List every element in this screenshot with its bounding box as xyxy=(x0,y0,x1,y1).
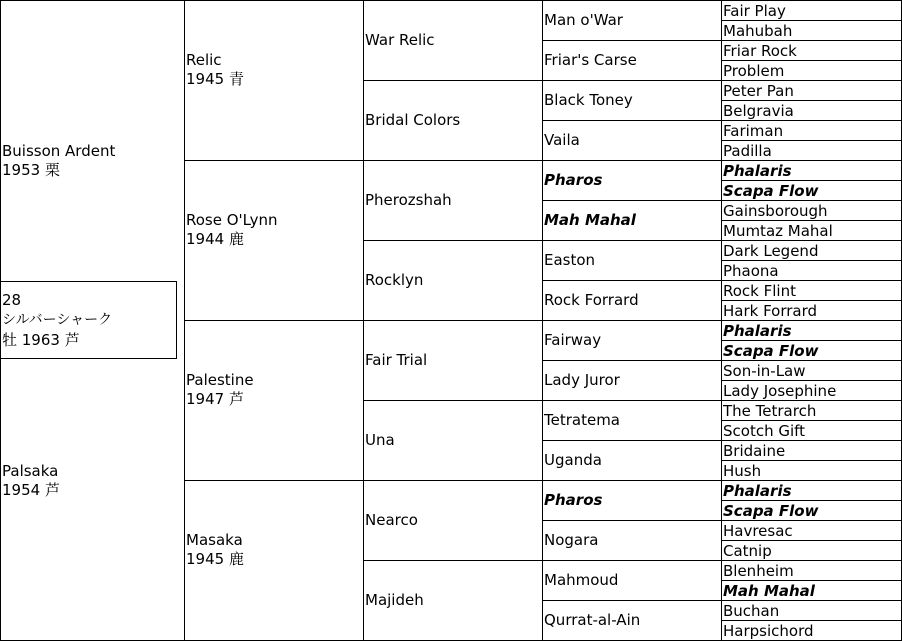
gen2-detail: 1947 芦 xyxy=(186,390,244,408)
gen5-name: Mumtaz Mahal xyxy=(723,222,833,240)
row-divider xyxy=(364,320,543,321)
row-divider xyxy=(364,160,543,161)
row-divider xyxy=(543,600,722,601)
row-divider xyxy=(185,320,364,321)
row-divider xyxy=(364,240,543,241)
row-divider xyxy=(543,280,722,281)
row-divider xyxy=(543,240,722,241)
gen2-detail: 1945 青 xyxy=(186,70,244,88)
gen3-name: Bridal Colors xyxy=(365,111,461,129)
gen3-name: War Relic xyxy=(365,31,435,49)
gen5-name: Bridaine xyxy=(723,442,786,460)
gen3-name: Fair Trial xyxy=(365,351,428,369)
gen5-name: Scapa Flow xyxy=(723,502,819,520)
gen3-name: Pherozshah xyxy=(365,191,452,209)
gen5-name: Phalaris xyxy=(723,482,792,500)
sire-name: Buisson Ardent xyxy=(2,142,116,160)
gen4-name: Easton xyxy=(544,251,596,269)
gen3-name: Nearco xyxy=(365,511,418,529)
gen2-detail: 1944 鹿 xyxy=(186,230,244,248)
dam-name: Palsaka xyxy=(2,462,59,480)
gen5-name: Phalaris xyxy=(723,322,792,340)
gen5-name: Lady Josephine xyxy=(723,382,837,400)
gen5-name: Mahubah xyxy=(723,22,793,40)
gen5-name: Scapa Flow xyxy=(723,182,819,200)
gen5-name: Belgravia xyxy=(723,102,794,120)
gen4-name: Mahmoud xyxy=(544,571,619,589)
gen5-name: Rock Flint xyxy=(723,282,796,300)
gen4-name: Nogara xyxy=(544,531,599,549)
gen2-detail: 1945 鹿 xyxy=(186,550,244,568)
gen2-name: Relic xyxy=(186,51,222,69)
gen4-name: Mah Mahal xyxy=(544,211,636,229)
gen5-name: Son-in-Law xyxy=(723,362,806,380)
gen5-name: Fariman xyxy=(723,122,784,140)
gen5-name: Buchan xyxy=(723,602,780,620)
gen4-name: Pharos xyxy=(544,491,603,509)
gen5-name: Phaona xyxy=(723,262,779,280)
gen3-name: Rocklyn xyxy=(365,271,424,289)
gen5-name: Dark Legend xyxy=(723,242,819,260)
gen3-name: Una xyxy=(365,431,395,449)
gen4-name: Uganda xyxy=(544,451,602,469)
gen5-name: Scapa Flow xyxy=(723,342,819,360)
row-divider xyxy=(543,480,722,481)
gen5-name: Phalaris xyxy=(723,162,792,180)
row-divider xyxy=(543,320,722,321)
gen5-name: Padilla xyxy=(723,142,772,160)
subject-detail: 牡 1963 芦 xyxy=(2,331,80,349)
gen5-name: Scotch Gift xyxy=(723,422,806,440)
gen5-name: Havresac xyxy=(723,522,793,540)
gen4-name: Fairway xyxy=(544,331,602,349)
row-divider xyxy=(364,400,543,401)
sire-detail: 1953 栗 xyxy=(2,161,60,179)
row-divider xyxy=(543,40,722,41)
gen5-name: Blenheim xyxy=(723,562,794,580)
row-divider xyxy=(543,120,722,121)
gen4-name: Qurrat-al-Ain xyxy=(544,611,641,629)
gen4-name: Man o'War xyxy=(544,11,623,29)
row-divider xyxy=(185,160,364,161)
gen2-name: Rose O'Lynn xyxy=(186,211,278,229)
row-divider xyxy=(543,520,722,521)
row-divider xyxy=(364,80,543,81)
gen5-name: Gainsborough xyxy=(723,202,828,220)
gen5-name: Hark Forrard xyxy=(723,302,818,320)
gen5-name: Problem xyxy=(723,62,785,80)
row-divider xyxy=(364,560,543,561)
row-divider xyxy=(543,360,722,361)
gen4-name: Rock Forrard xyxy=(544,291,639,309)
row-divider xyxy=(543,400,722,401)
gen3-name: Majideh xyxy=(365,591,424,609)
row-divider xyxy=(543,80,722,81)
gen5-name: Catnip xyxy=(723,542,772,560)
row-divider xyxy=(543,560,722,561)
gen2-name: Palestine xyxy=(186,371,254,389)
border-left-upper xyxy=(0,0,1,281)
gen5-name: Friar Rock xyxy=(723,42,797,60)
border-left-lower xyxy=(0,359,1,641)
row-divider xyxy=(543,200,722,201)
subject-number: 28 xyxy=(2,291,22,309)
gen5-name: Peter Pan xyxy=(723,82,794,100)
row-divider xyxy=(364,480,543,481)
gen2-name: Masaka xyxy=(186,531,243,549)
subject-name: シルバーシャーク xyxy=(2,312,113,328)
gen5-name: Fair Play xyxy=(723,2,786,20)
gen5-name: The Tetrarch xyxy=(723,402,817,420)
dam-detail: 1954 芦 xyxy=(2,481,60,499)
gen5-name: Hush xyxy=(723,462,762,480)
gen4-name: Friar's Carse xyxy=(544,51,637,69)
gen4-name: Lady Juror xyxy=(544,371,620,389)
gen4-name: Vaila xyxy=(544,131,580,149)
gen4-name: Tetratema xyxy=(544,411,620,429)
row-divider xyxy=(543,160,722,161)
gen4-name: Pharos xyxy=(544,171,603,189)
gen5-name: Mah Mahal xyxy=(723,582,815,600)
row-divider xyxy=(185,480,364,481)
row-divider xyxy=(543,440,722,441)
gen4-name: Black Toney xyxy=(544,91,633,109)
gen5-name: Harpsichord xyxy=(723,622,814,640)
